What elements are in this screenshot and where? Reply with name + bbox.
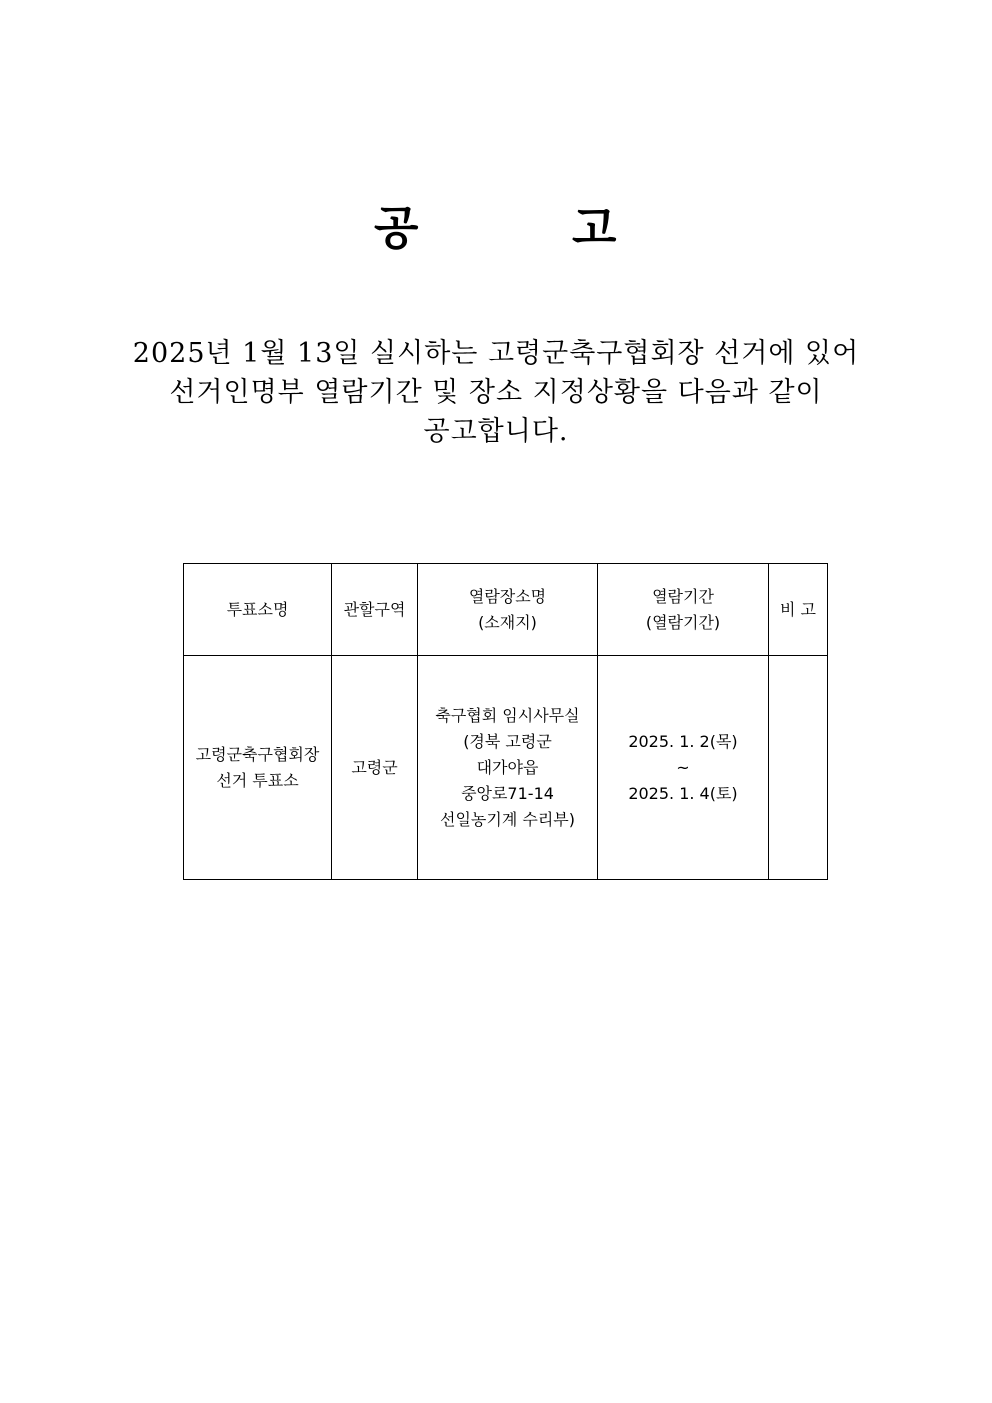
- header-remarks-label: 비 고: [780, 599, 816, 619]
- cell-district: [332, 656, 418, 880]
- period-start: 2025. 1. 2(목): [628, 731, 738, 751]
- header-period-label: 열람기간: [652, 586, 714, 606]
- cell-polling-station: [184, 656, 332, 880]
- location-line-3: 대가야읍: [476, 757, 539, 777]
- location-line-1: 축구협회 임시사무실: [435, 705, 580, 725]
- location-line-5: 선일농기계 수리부): [440, 809, 575, 829]
- cell-remarks: [769, 656, 828, 880]
- header-district: [332, 564, 418, 656]
- period-end: 2025. 1. 4(토): [628, 783, 738, 803]
- table-row: [184, 656, 828, 880]
- district-value: 고령군: [351, 757, 398, 777]
- table-header-row: [184, 564, 828, 656]
- location-line-2: (경북 고령군: [463, 731, 552, 751]
- notice-table: [183, 563, 828, 880]
- announcement-line-1: 2025년 1월 13일 실시하는 고령군축구협회장 선거에 있어: [132, 338, 860, 369]
- title-char-1: 공: [374, 201, 419, 255]
- header-period-sublabel: (열람기간): [645, 612, 721, 632]
- cell-location: [418, 656, 598, 880]
- header-remarks: [769, 564, 828, 656]
- header-polling-station-label: 투표소명: [226, 599, 289, 619]
- title-char-2: 고: [572, 201, 617, 255]
- cell-period: [598, 656, 769, 880]
- announcement-line-3: 공고합니다.: [423, 416, 569, 447]
- location-line-4: 중앙로71-14: [461, 783, 554, 803]
- header-location-label: 열람장소명: [468, 586, 547, 606]
- announcement-text: [110, 334, 882, 451]
- notice-table-container: [183, 563, 827, 880]
- announcement-line-2: 선거인명부 열람기간 및 장소 지정상황을 다음과 같이: [169, 377, 823, 408]
- header-polling-station: [184, 564, 332, 656]
- period-separator: ~: [676, 757, 690, 777]
- polling-station-line-1: 고령군축구협회장: [195, 744, 320, 764]
- header-district-label: 관할구역: [343, 599, 406, 619]
- polling-station-line-2: 선거 투표소: [216, 770, 299, 790]
- header-period: [598, 564, 769, 656]
- document-title: [0, 196, 992, 260]
- header-location: [418, 564, 598, 656]
- header-location-sublabel: (소재지): [478, 612, 537, 632]
